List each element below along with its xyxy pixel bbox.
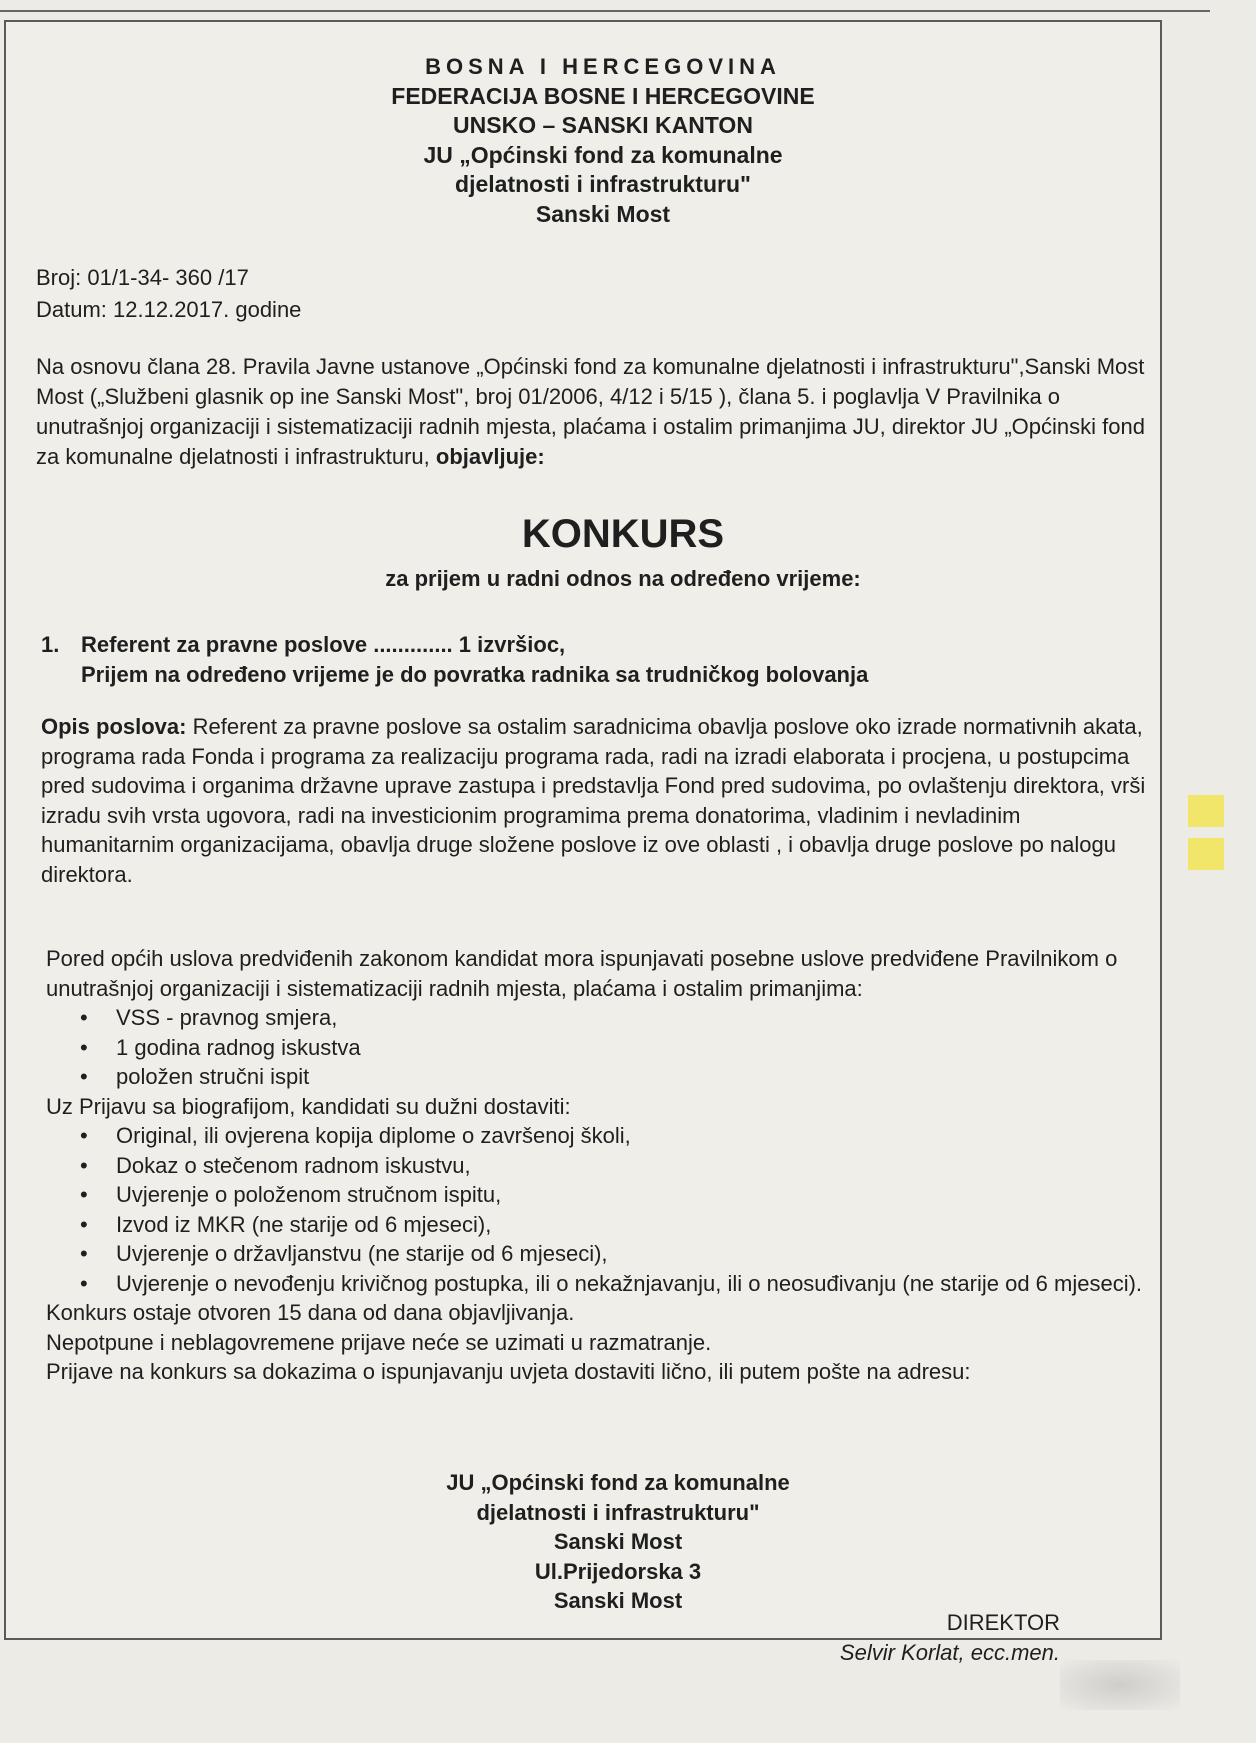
highlight-tab-lower (1188, 838, 1224, 870)
documents-item: • Uvjerenje o položenom stručnom ispitu, (116, 1180, 1151, 1210)
header-institution-line2: djelatnosti i infrastrukturu" (455, 171, 751, 197)
notice-header (6, 52, 1160, 229)
header-city: Sanski Most (535, 200, 671, 227)
intro-verb: objavljuje: (435, 444, 545, 469)
closing-open-period: Konkurs ostaje otvoren 15 dana od dana objavljivanja. (46, 1300, 575, 1325)
position-item (41, 630, 1141, 690)
header-country: BOSNA I HERCEGOVINA (425, 54, 781, 79)
conditions-item: • položen stručni ispit (116, 1062, 1151, 1092)
address-line2: djelatnosti i infrastrukturu" (476, 1499, 760, 1525)
intro-paragraph (36, 352, 1146, 472)
job-description-label: Opis poslova: (41, 714, 187, 739)
documents-item: • Original, ili ovjerena kopija diplome o završenoj školi, (116, 1121, 1151, 1151)
signature-role: DIREKTOR (946, 1610, 1060, 1635)
conditions-intro: Pored općih uslova predviđenih zakonom kandidat mora ispunjavati posebne uslove predviđene Pravilnikom o unutrašnjoj organizaciji i sistematizaciji radnih mjesta, plaćama i ostalim primanjima: (46, 946, 1118, 1001)
reference-date: Datum: 12.12.2017. godine (36, 297, 302, 322)
closing-incomplete: Nepotpune i neblagovremene prijave neće se uzimati u razmatranje. (46, 1329, 712, 1355)
position-line1: Referent za pravne poslove ............. 1 izvršioc, (81, 632, 566, 657)
documents-item: • Izvod iz MKR (ne starije od 6 mjeseci), (116, 1210, 1151, 1240)
documents-intro: Uz Prijavu sa biografijom, kandidati su dužni dostaviti: (46, 1093, 571, 1119)
conditions-list (46, 1003, 1151, 1092)
documents-item: • Uvjerenje o nevođenju krivičnog postupka, ili o nekažnjavanju, ili o neosuđivanju (ne starije od 6 mjeseci). (116, 1269, 1151, 1299)
address-line5: Sanski Most (553, 1588, 683, 1613)
address-block (6, 1468, 1160, 1616)
position-number: 1. (41, 632, 60, 657)
position-line2: Prijem na određeno vrijeme je do povratka radnika sa trudničkog bolovanja (81, 662, 869, 687)
top-rule (0, 10, 1210, 12)
address-line4: Ul.Prijedorska 3 (534, 1558, 702, 1584)
address-line3: Sanski Most (553, 1529, 683, 1554)
paper-smudge (1060, 1660, 1180, 1710)
notice-subtitle: za prijem u radni odnos na određeno vrijeme: (385, 566, 861, 591)
header-canton: UNSKO – SANSKI KANTON (453, 112, 753, 138)
conditions-item: • 1 godina radnog iskustva (116, 1033, 1151, 1063)
notice-frame (4, 20, 1162, 1665)
intro-text: Na osnovu člana 28. Pravila Javne ustanove „Općinski fond za komunalne djelatnosti i infrastrukturu",Sanski Most Most („Službeni glasnik op ine Sanski Most", broj 01/2006, 4/12 i 5/15 ), člana 5. i poglavlja V Pravilnika o unutrašnjoj organizaciji i sistematizaciji radnih mjesta, plaćama i ostalim primanjima JU, direktor JU „Općinski fond za komunalne djelatnosti i infrastrukturu, (36, 354, 1145, 469)
signature-block (840, 1608, 1060, 1668)
header-institution-line1: JU „Općinski fond za komunalne (423, 141, 783, 168)
documents-item: • Uvjerenje o državljanstvu (ne starije od 6 mjeseci), (116, 1239, 1151, 1269)
documents-item: • Dokaz o stečenom radnom iskustvu, (116, 1151, 1151, 1181)
highlight-tab-upper (1188, 795, 1224, 827)
header-federation: FEDERACIJA BOSNE I HERCEGOVINE (391, 82, 815, 109)
job-description-text: Referent za pravne poslove sa ostalim saradnicima obavlja poslove oko izrade normativnih akata, programa rada Fonda i programa za realizaciju programa rada, radi na izradi elaborata i procjena, u postupcima pred sudovima i organima državne uprave zastupa i predstavlja Fond pred sudovima, po ovlaštenju direktora, vrši izradu svih vrsta ugovora, radi na investicionim programima prema donatorima, vladinim i nevladinim humanitarnim organizacijama, obavlja druge složene poslove iz ove oblasti , i obavlja druge poslove po nalogu direktora. (41, 714, 1146, 887)
reference-block (36, 262, 301, 326)
closing-submission: Prijave na konkurs sa dokazima o ispunjavanju uvjeta dostaviti lično, ili putem pošte na adresu: (46, 1359, 971, 1384)
job-description (41, 712, 1146, 889)
conditions-item: • VSS - pravnog smjera, (116, 1003, 1151, 1033)
signature-name: Selvir Korlat, ecc.men. (839, 1640, 1060, 1665)
conditions-section (46, 944, 1151, 1387)
address-line1: JU „Općinski fond za komunalne (446, 1470, 790, 1495)
documents-list (46, 1121, 1151, 1298)
notice-title: KONKURS (521, 512, 725, 556)
reference-number: Broj: 01/1-34- 360 /17 (36, 265, 249, 290)
closing-block (46, 1298, 1151, 1387)
